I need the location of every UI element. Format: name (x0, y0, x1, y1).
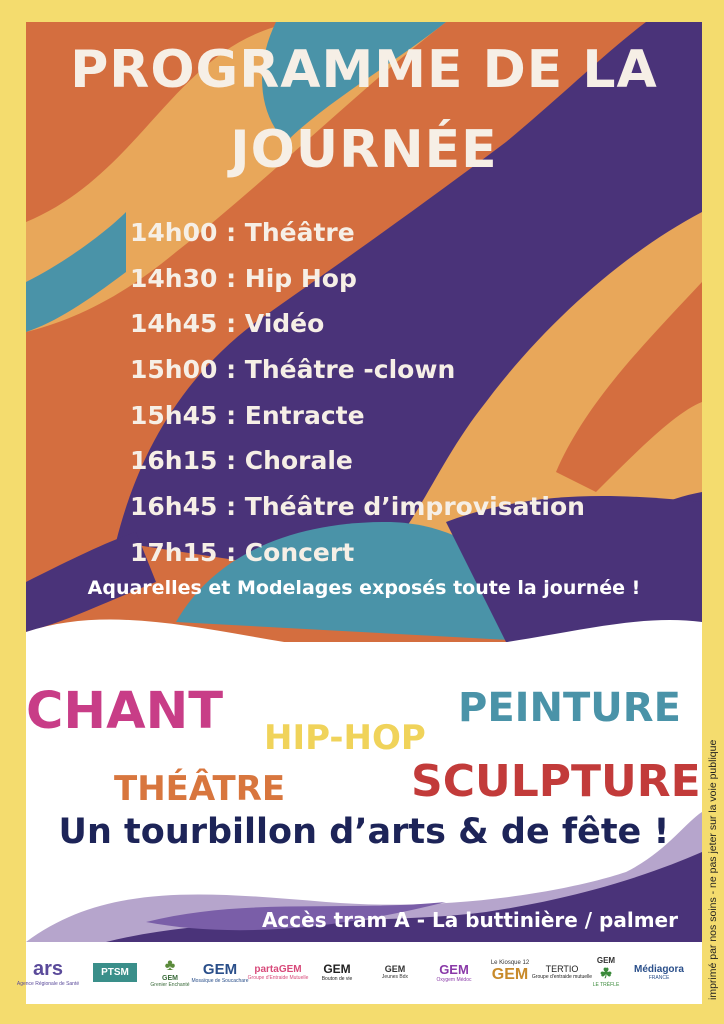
gem-grenier-sub: Grenier Enchanté (150, 981, 190, 988)
tagline: Un tourbillon d’arts & de fête ! (58, 812, 670, 852)
schedule-list (130, 210, 585, 576)
clover-icon: ☘ (599, 965, 613, 981)
schedule-item: 17h15 : Concert (130, 537, 355, 567)
kiosque-logo (484, 948, 536, 996)
gem-jeunes-logo (366, 948, 424, 996)
ars-logo-text: ars (32, 957, 64, 980)
ars-logo (16, 948, 80, 996)
schedule-item: 15h00 : Théâtre -clown (130, 355, 456, 385)
gem-mosaique-sub: Mosaïque de Soucachare (191, 977, 249, 984)
schedule-item: 14h00 : Théâtre (130, 218, 355, 247)
gem-trefle-text: GEM (596, 956, 616, 965)
partagem-text: partaGEM (254, 963, 302, 975)
partagem-sub: Groupe d'Entraide Mutuelle (247, 974, 309, 981)
schedule-activity: Hip Hop (244, 263, 357, 293)
schedule-item: 16h45 : Théâtre d’improvisation (130, 492, 585, 522)
ars-logo-sub: Agence Régionale de Santé (16, 980, 80, 987)
schedule-item: 14h45 : Vidéo (130, 309, 325, 339)
partagem-logo (248, 948, 308, 996)
gem-trefle-sub: LE TRÈFLE (592, 982, 620, 988)
gem-jeunes-text: GEM (384, 964, 406, 974)
gem-mosaique-logo (191, 948, 249, 996)
schedule-item: 16h15 : Chorale (130, 446, 353, 476)
gem-oxygem-sub: Oxygem Médoc (436, 976, 472, 983)
art-theatre: THÉÂTRE (114, 769, 286, 809)
gem-jeunes-sub: Jeunes Bdx (381, 974, 409, 980)
gem-bouton-sub: Bouton de vie (321, 976, 353, 982)
gem-oxygem-text: GEM (439, 961, 469, 977)
schedule-time: 15h45 (130, 400, 218, 430)
schedule-item: 14h30 : Hip Hop (130, 263, 357, 293)
side-note: imprimé par nos soins - ne pas jeter sur la voie publique (707, 739, 719, 1000)
schedule-activity: Théâtre d’improvisation (244, 492, 585, 522)
schedule-activity: Entracte (244, 400, 365, 430)
mediagora-sub: FRANCE (648, 974, 670, 981)
exhibition-note: Aquarelles et Modelages exposés toute la journée ! (87, 577, 641, 599)
gem-oxygem-logo (428, 948, 480, 996)
kiosque-text: GEM (491, 966, 529, 983)
mediagora-text: Médiagora (633, 963, 684, 975)
schedule-time: 14h30 (130, 263, 218, 293)
gem-bouton-text: GEM (323, 962, 351, 976)
tertio-logo (531, 948, 593, 996)
gem-trefle-logo (588, 948, 624, 996)
tertio-sub: Groupe d'entraide mutuelle (531, 974, 593, 980)
schedule-activity: Vidéo (244, 309, 325, 339)
gem-grenier-text: GEM (162, 974, 178, 982)
schedule-item: 15h45 : Entracte (130, 400, 365, 430)
page-title (26, 30, 702, 190)
art-chant: CHANT (26, 682, 224, 741)
ptsm-logo-text: PTSM (93, 963, 137, 982)
ptsm-logo (84, 948, 146, 996)
gem-bouton-logo (312, 948, 362, 996)
tertio-text: TERTIO (545, 964, 579, 974)
gem-grenier-logo (150, 948, 190, 996)
schedule-time: 16h45 (130, 492, 218, 522)
art-sculpture: SCULPTURE (411, 756, 701, 807)
schedule-time: 15h00 (130, 355, 218, 385)
title-line-2: JOURNÉE (230, 120, 498, 180)
tree-icon: ♣ (164, 956, 176, 974)
art-peinture: PEINTURE (458, 685, 681, 731)
schedule-activity: Concert (244, 537, 355, 567)
schedule-activity: Chorale (244, 446, 353, 476)
schedule-time: 14h00 (130, 218, 218, 247)
access-info: Accès tram A - La buttinière / palmer (261, 908, 678, 932)
schedule-time: 17h15 (130, 537, 218, 567)
poster (26, 22, 702, 1004)
schedule-time: 14h45 (130, 309, 218, 339)
schedule-activity: Théâtre (244, 218, 355, 247)
schedule-activity: Théâtre -clown (244, 355, 456, 385)
mediagora-logo (626, 948, 692, 996)
kiosque-sub: Le Kiosque 12 (490, 960, 530, 966)
gem-mosaique-text: GEM (202, 960, 238, 978)
title-line-1: PROGRAMME DE LA (70, 40, 658, 100)
partner-logos (16, 948, 704, 1000)
schedule-time: 16h15 (130, 446, 218, 476)
art-hiphop: HIP-HOP (264, 718, 426, 758)
